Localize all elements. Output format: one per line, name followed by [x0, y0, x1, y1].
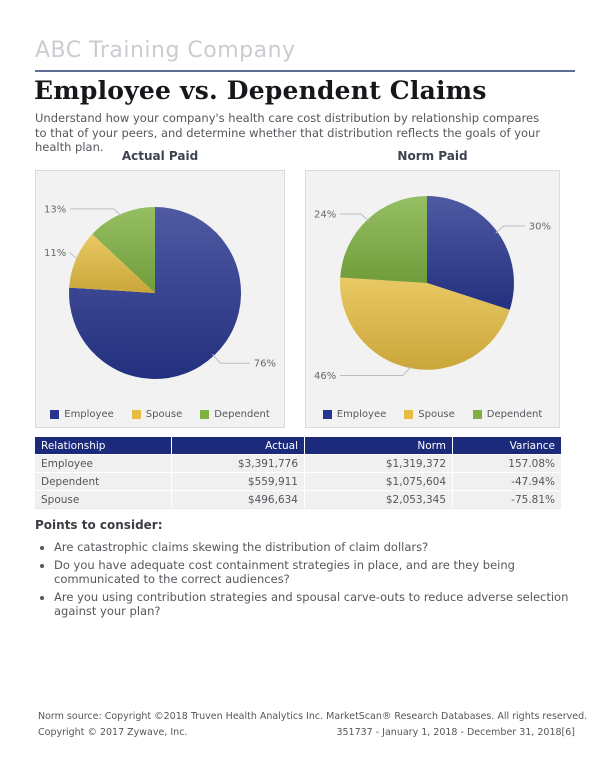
label-leader-line	[496, 226, 525, 233]
slice-percent-label: 13%	[44, 204, 67, 216]
bullet-item: • Do you have adequate cost containment strategies in place, and are they being communicated to the correct audiences?	[54, 558, 586, 586]
pie-chart-svg	[36, 171, 284, 427]
column-header-actual: Actual	[172, 437, 305, 454]
page-title: Employee vs. Dependent Claims	[34, 76, 487, 105]
slice-percent-label: 76%	[253, 358, 276, 370]
label-leader-line	[340, 367, 411, 376]
bullet-item: • Are catastrophic claims skewing the distribution of claim dollars?	[54, 540, 586, 554]
legend-swatch-dependent	[473, 410, 482, 419]
column-header-relationship: Relationship	[35, 437, 172, 454]
legend-item-employee	[50, 409, 114, 420]
legend-label: Dependent	[486, 409, 543, 420]
legend-label: Spouse	[145, 409, 183, 420]
chart-legend	[306, 409, 559, 420]
column-header-variance: Variance	[453, 437, 561, 454]
legend-label: Dependent	[214, 409, 270, 420]
cell-relationship: Dependent	[35, 472, 172, 490]
table-row	[35, 490, 561, 509]
slice-percent-label: 11%	[44, 248, 67, 260]
pie-chart-svg	[306, 171, 559, 427]
legend-item-dependent	[473, 409, 542, 420]
label-leader-line	[70, 209, 122, 216]
legend-item-spouse	[132, 409, 183, 420]
cell-actual: $559,911	[172, 472, 305, 490]
points-heading: Points to consider:	[35, 518, 163, 532]
intro-text: Understand how your company's health care cost distribution by relationship compares to that of your peers, and determine whether that distribution reflects the goals of your health plan.	[35, 111, 541, 154]
claims-table	[35, 437, 561, 509]
legend-swatch-spouse	[132, 410, 141, 419]
label-leader-line	[70, 253, 78, 260]
legend-item-employee	[323, 409, 387, 420]
cell-norm: $1,319,372	[305, 454, 453, 472]
chart-legend	[36, 409, 284, 420]
legend-item-dependent	[200, 409, 269, 420]
legend-item-spouse	[404, 409, 455, 420]
legend-label: Employee	[64, 409, 114, 420]
norm-source-text: Norm source: Copyright ©2018 Truven Health Analytics Inc. MarketScan® Research Databases. All rights reserved.	[38, 711, 588, 722]
legend-swatch-employee	[323, 410, 332, 419]
cell-actual: $496,634	[172, 490, 305, 509]
chart-title: Actual Paid	[121, 149, 199, 163]
column-header-norm: Norm	[305, 437, 453, 454]
cell-norm: $1,075,604	[305, 472, 453, 490]
cell-actual: $3,391,776	[172, 454, 305, 472]
table-row	[35, 454, 561, 472]
chart-title: Norm Paid	[397, 149, 468, 163]
chart-panel	[35, 170, 285, 428]
legend-label: Employee	[336, 409, 387, 420]
legend-label: Spouse	[418, 409, 455, 420]
table-row	[35, 472, 561, 490]
cell-variance: -75.81%	[453, 490, 561, 509]
cell-variance: 157.08%	[453, 454, 561, 472]
points-list	[35, 540, 586, 622]
cell-relationship: Spouse	[35, 490, 172, 509]
legend-swatch-spouse	[404, 410, 413, 419]
cell-relationship: Employee	[35, 454, 172, 472]
header-rule	[35, 70, 575, 72]
report-reference: 351737 - January 1, 2018 - December 31, 2018[6]	[336, 727, 575, 738]
slice-percent-label: 24%	[314, 209, 337, 221]
copyright-text: Copyright © 2017 Zywave, Inc.	[38, 727, 188, 738]
legend-swatch-employee	[50, 410, 59, 419]
slice-percent-label: 46%	[314, 371, 337, 382]
pie-slice-dependent	[340, 196, 427, 283]
cell-variance: -47.94%	[453, 472, 561, 490]
label-leader-line	[340, 214, 369, 221]
bullet-item: • Are you using contribution strategies and spousal carve-outs to reduce adverse selection against your plan?	[54, 590, 586, 618]
label-leader-line	[213, 354, 251, 363]
legend-swatch-dependent	[200, 410, 209, 419]
table-header-row	[35, 437, 561, 454]
chart-panel	[305, 170, 560, 428]
slice-percent-label: 30%	[528, 221, 551, 233]
cell-norm: $2,053,345	[305, 490, 453, 509]
company-name: ABC Training Company	[35, 38, 296, 63]
